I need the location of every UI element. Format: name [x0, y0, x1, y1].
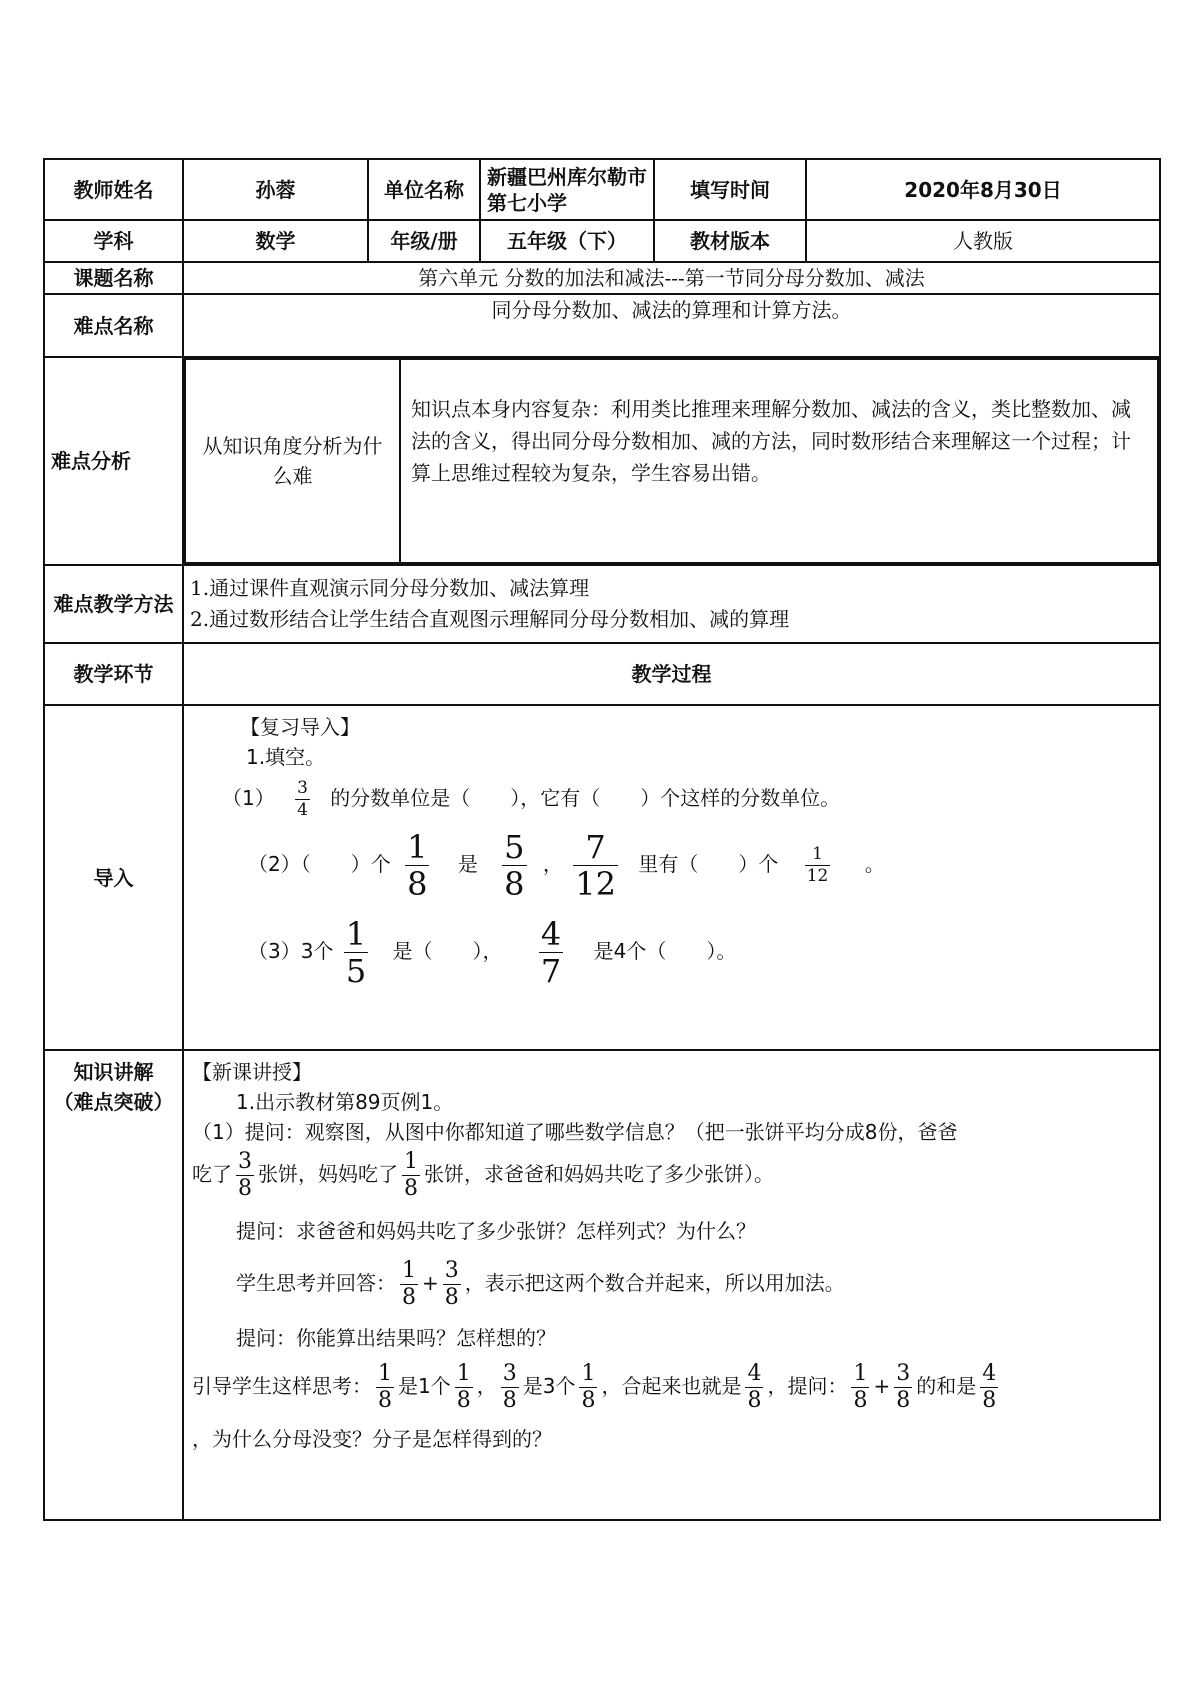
fraction-3-8: $\frac{3}{8}$ [238, 1149, 252, 1201]
intro-row [44, 705, 1160, 1050]
fraction-1-8: $\frac{1}{8}$ [404, 1149, 418, 1201]
fraction-1-8: $\frac{1}{8}$ [456, 1361, 471, 1413]
fraction-4-7: $\frac{4}{7}$ [540, 915, 562, 990]
lesson-row [44, 1050, 1160, 1520]
fraction-3-8: $\frac{3}{8}$ [502, 1361, 517, 1413]
edition-value: 人教版 [806, 220, 1160, 262]
lesson-p2: 吃了 $\frac{3}{8}$ 张饼，妈妈吃了 $\frac{1}{8}$ 张饼，求爸爸和妈妈共吃了多少张饼）。 [192, 1149, 774, 1201]
lesson-p4: 学生思考并回答： $\frac{1}{8}$ + $\frac{3}{8}$ ，表示把这两个数合并起来，所以用加法。 [236, 1258, 845, 1310]
fraction-3-8: $\frac{3}{8}$ [896, 1361, 911, 1413]
method-label: 难点教学方法 [44, 565, 183, 643]
topic-label: 课题名称 [44, 262, 183, 294]
fraction-3-8: $\frac{3}{8}$ [444, 1258, 459, 1310]
lesson-p5: 提问：你能算出结果吗？怎样想的？ [236, 1326, 556, 1350]
intro-item-1: 1.填空。 [246, 745, 326, 769]
unit-value: 新疆巴州库尔勒市第七小学 [480, 159, 654, 220]
fraction-3-4: $\frac{3}{4}$ [297, 778, 308, 820]
lesson-p7: ，为什么分母没变？分子是怎样得到的？ [192, 1427, 552, 1451]
fraction-5-8: $\frac{5}{8}$ [504, 828, 525, 903]
grade-label: 年级/册 [368, 220, 480, 262]
date-label: 填写时间 [654, 159, 806, 220]
fraction-1-8: $\frac{1}{8}$ [853, 1361, 868, 1413]
lesson-item-1: 1.出示教材第89页例1。 [236, 1090, 454, 1114]
topic-value: 第六单元 分数的加法和减法---第一节同分母分数加、减法 [183, 262, 1160, 294]
lesson-plan-table [43, 158, 1161, 1521]
subject-label: 学科 [44, 220, 183, 262]
fraction-1-5: $\frac{1}{5}$ [345, 915, 367, 990]
lesson-label-1: 知识讲解 [73, 1060, 154, 1084]
fraction-4-8: $\frac{4}{8}$ [982, 1361, 997, 1413]
info-row-1 [44, 159, 1160, 220]
date-value: 2020年8月30日 [806, 159, 1160, 220]
unit-label: 单位名称 [368, 159, 480, 220]
lesson-p3: 提问：求爸爸和妈妈共吃了多少张饼？怎样列式？为什么？ [236, 1219, 756, 1243]
process-header-row [44, 643, 1160, 705]
info-row-2 [44, 220, 1160, 262]
difficulty-value: 同分母分数加、减法的算理和计算方法。 [183, 294, 1160, 357]
subject-value: 数学 [183, 220, 368, 262]
analysis-sub-label: 从知识角度分析为什么难 [185, 359, 400, 563]
fraction-1-8: $\frac{1}{8}$ [378, 1361, 392, 1413]
lesson-heading: 【新课讲授】 [192, 1060, 312, 1084]
fraction-1-8: $\frac{1}{8}$ [581, 1361, 596, 1413]
fraction-4-8: $\frac{4}{8}$ [747, 1361, 762, 1413]
lesson-p6: 引导学生这样思考： $\frac{1}{8}$ 是1个 $\frac{1}{8}$ ， $\frac{3}{8}$ 是3个 $\frac{1}{8}$ ，合起来也就是 $\frac{4}{8}$ ，提问： $\frac{1}{8}$ + $\frac{3}{8}$ 的和是 $\frac{4}{8}$ [192, 1361, 997, 1413]
analysis-label: 难点分析 [44, 357, 183, 565]
edition-label: 教材版本 [654, 220, 806, 262]
fraction-1-12: $\frac{1}{12}$ [806, 844, 829, 886]
method-row [44, 565, 1160, 643]
method-line-1: 1.通过课件直观演示同分母分数加、减法算理 [190, 576, 590, 600]
analysis-row [44, 357, 1160, 565]
fraction-1-8: $\frac{1}{8}$ [407, 828, 428, 903]
topic-row [44, 262, 1160, 294]
intro-label: 导入 [44, 705, 183, 1050]
grade-value: 五年级（下） [480, 220, 654, 262]
lesson-p1: （1）提问：观察图，从图中你都知道了哪些数学信息？（把一张饼平均分成8份，爸爸 [192, 1120, 958, 1144]
intro-q3: （3）3个 $\frac{1}{5}$ 是（ ）， $\frac{4}{7}$ 是4个（ ）。 [248, 915, 737, 990]
intro-q2: （2）（ ）个 $\frac{1}{8}$ 是 $\frac{5}{8}$ ， $\frac{7}{12}$ 里有（ ）个 $\frac{1}{12}$ 。 [248, 828, 885, 903]
process-value: 教学过程 [183, 643, 1160, 705]
difficulty-row [44, 294, 1160, 357]
fraction-1-8: $\frac{1}{8}$ [402, 1258, 416, 1310]
teacher-label: 教师姓名 [44, 159, 183, 220]
lesson-label-2: （难点突破） [53, 1090, 174, 1114]
fraction-7-12: $\frac{7}{12}$ [575, 828, 616, 903]
difficulty-label: 难点名称 [44, 294, 183, 357]
teacher-value: 孙蓉 [183, 159, 368, 220]
analysis-text: 知识点本身内容复杂：利用类比推理来理解分数加、减法的含义，类比整数加、减法的含义，得出同分母分数相加、减的方法，同时数形结合来理解这一个过程；计算上思维过程较为复杂，学生容易出错。 [400, 359, 1158, 563]
process-label: 教学环节 [44, 643, 183, 705]
method-line-2: 2.通过数形结合让学生结合直观图示理解同分母分数相加、减的算理 [190, 607, 790, 631]
intro-heading: 【复习导入】 [240, 715, 360, 739]
intro-q1: （1） $\frac{3}{4}$ 的分数单位是（ ），它有（ ）个这样的分数单位。 [222, 778, 841, 820]
